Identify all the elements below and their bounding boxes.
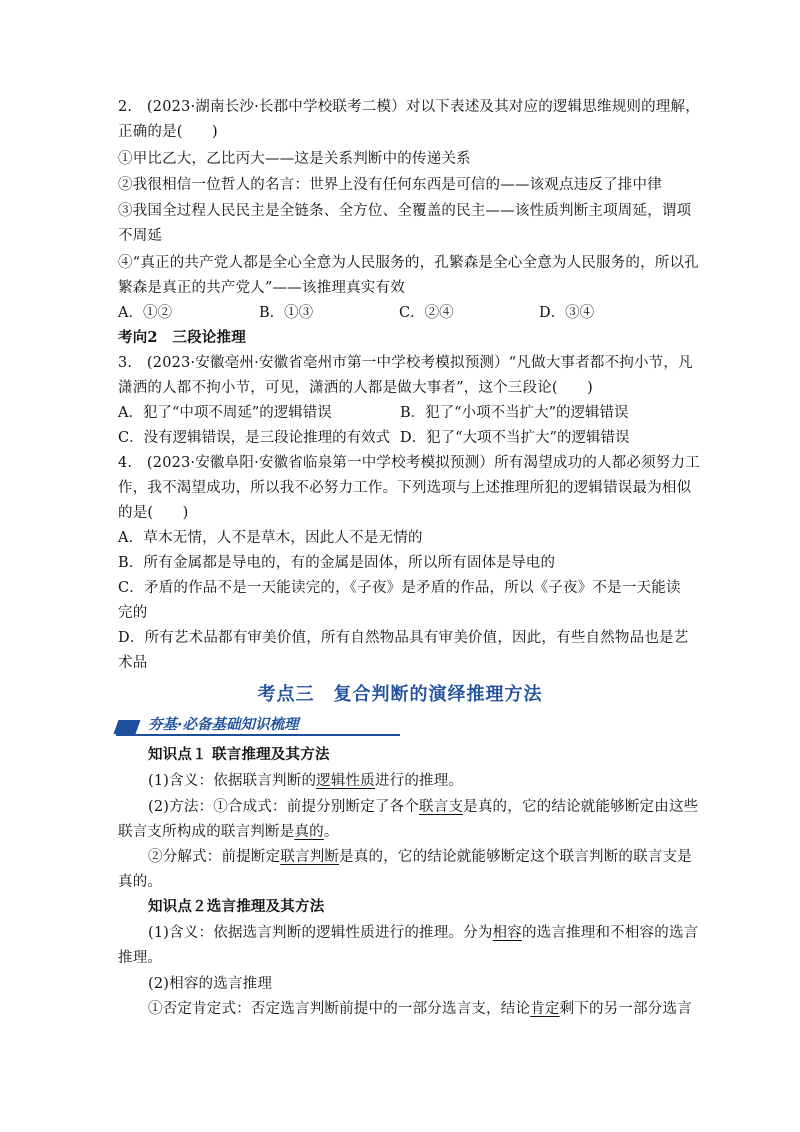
k2-underline-4: 肯定 bbox=[530, 1001, 560, 1017]
q3-option-b: B．犯了“小项不当扩大”的逻辑错误 bbox=[400, 405, 629, 421]
k1-paragraph-2: (2)方法：①合成式：前提分别断定了各个联言支是真的，它的结论就能够断定由这些 bbox=[148, 799, 699, 815]
k1-underline-2: 联言支 bbox=[419, 799, 464, 815]
q2-option-a: A．①② bbox=[118, 305, 172, 321]
banner-bar bbox=[113, 720, 140, 734]
k2-paragraph-4: ①否定肯定式：否定选言判断前提中的一部分选言支，结论肯定剩下的另一部分选言 bbox=[148, 1001, 692, 1017]
k1-underline-1: 逻辑性质 bbox=[316, 773, 375, 789]
k1-underline-4: 联言判断 bbox=[280, 849, 340, 865]
k1-underline-3: 真的 bbox=[294, 824, 324, 840]
k2-underline-1: 相容 bbox=[492, 925, 522, 941]
q3-stem-line2: 潇洒的人都不拘小节，可见，潇洒的人都是做大事者”，这个三段论( ) bbox=[118, 380, 594, 396]
banner-underline bbox=[116, 734, 400, 736]
q4-option-d-line1: D．所有艺术品都有审美价值，所有自然物品具有审美价值，因此，有些自然物品也是艺 bbox=[118, 630, 689, 646]
kx2-heading: 考向2 三段论推理 bbox=[118, 329, 246, 346]
q2-option-c: C．②④ bbox=[399, 305, 454, 321]
q4-option-c-line2: 完的 bbox=[118, 605, 148, 621]
banner-text: 夯基·必备基础知识梳理 bbox=[148, 717, 299, 733]
k1-paragraph-1: (1)含义：依据联言判断的逻辑性质进行的推理。 bbox=[148, 773, 464, 789]
q3-stem-line1: 3. (2023·安徽亳州·安徽省亳州市第一中学校考模拟预测）“凡做大事者都不拘小节，凡 bbox=[118, 355, 693, 371]
section-title: 考点三 复合判断的演绎推理方法 bbox=[257, 684, 543, 705]
q4-stem-line3: 的是( ) bbox=[118, 505, 189, 521]
q4-option-b: B．所有金属都是导电的，有的金属是固体，所以所有固体是导电的 bbox=[118, 555, 556, 571]
q3-option-c: C．没有逻辑错误，是三段论推理的有效式 bbox=[118, 430, 391, 446]
q2-option-b: B．①③ bbox=[259, 305, 314, 321]
k2-paragraph-3: (2)相容的选言推理 bbox=[148, 976, 273, 992]
k2-paragraph-1: (1)含义：依据选言判断的逻辑性质进行的推理。分为相容的选言推理和不相容的选言 bbox=[148, 925, 699, 941]
q3-option-a: A．犯了“中项不周延”的逻辑错误 bbox=[118, 405, 332, 421]
q2-statement-4a: ④“真正的共产党人都是全心全意为人民服务的，孔繁森是全心全意为人民服务的，所以孔 bbox=[118, 255, 699, 271]
k1-paragraph-5: 真的。 bbox=[118, 874, 163, 890]
q2-statement-3b: 不周延 bbox=[118, 228, 163, 244]
section-banner bbox=[116, 712, 400, 736]
q2-statement-4b: 繁森是真正的共产党人”——该推理真实有效 bbox=[118, 280, 405, 296]
q4-stem-line2: 作，我不渴望成功，所以我不必努力工作。下列选项与上述推理所犯的逻辑错误最为相似 bbox=[118, 480, 692, 496]
q2-option-d: D．③④ bbox=[539, 305, 595, 321]
q4-option-a: A．草木无情，人不是草木，因此人不是无情的 bbox=[118, 530, 423, 546]
q2-statement-3a: ③我国全过程人民民主是全链条、全方位、全覆盖的民主——该性质判断主项周延，谓项 bbox=[118, 203, 692, 219]
q2-statement-1: ①甲比乙大，乙比丙大——这是关系判断中的传递关系 bbox=[118, 151, 471, 167]
k2-title: 知识点２选言推理及其方法 bbox=[148, 898, 325, 915]
q2-stem-line2: 正确的是( ) bbox=[118, 124, 218, 140]
k1-title: 知识点１ 联言推理及其方法 bbox=[148, 746, 330, 763]
q4-stem-line1: 4. (2023·安徽阜阳·安徽省临泉第一中学校考模拟预测）所有渴望成功的人都必须努力工 bbox=[118, 455, 700, 471]
k1-paragraph-3: 联言支所构成的联言判断是真的。 bbox=[118, 824, 339, 840]
k1-paragraph-4: ②分解式：前提断定联言判断是真的，它的结论就能够断定这个联言判断的联言支是 bbox=[148, 849, 692, 865]
q4-option-c-line1: C．矛盾的作品不是一天能读完的，《子夜》是矛盾的作品，所以《子夜》不是一天能读 bbox=[118, 580, 681, 596]
k2-paragraph-2: 推理。 bbox=[118, 950, 163, 966]
q2-statement-2: ②我很相信一位哲人的名言：世界上没有任何东西是可信的——该观点违反了排中律 bbox=[118, 177, 662, 193]
q2-stem-line1: 2. (2023·湖南长沙·长郡中学校联考二模）对以下表述及其对应的逻辑思维规则的理解， bbox=[118, 99, 700, 115]
q4-option-d-line2: 术品 bbox=[118, 655, 148, 671]
q3-option-d: D．犯了“大项不当扩大”的逻辑错误 bbox=[400, 430, 630, 446]
